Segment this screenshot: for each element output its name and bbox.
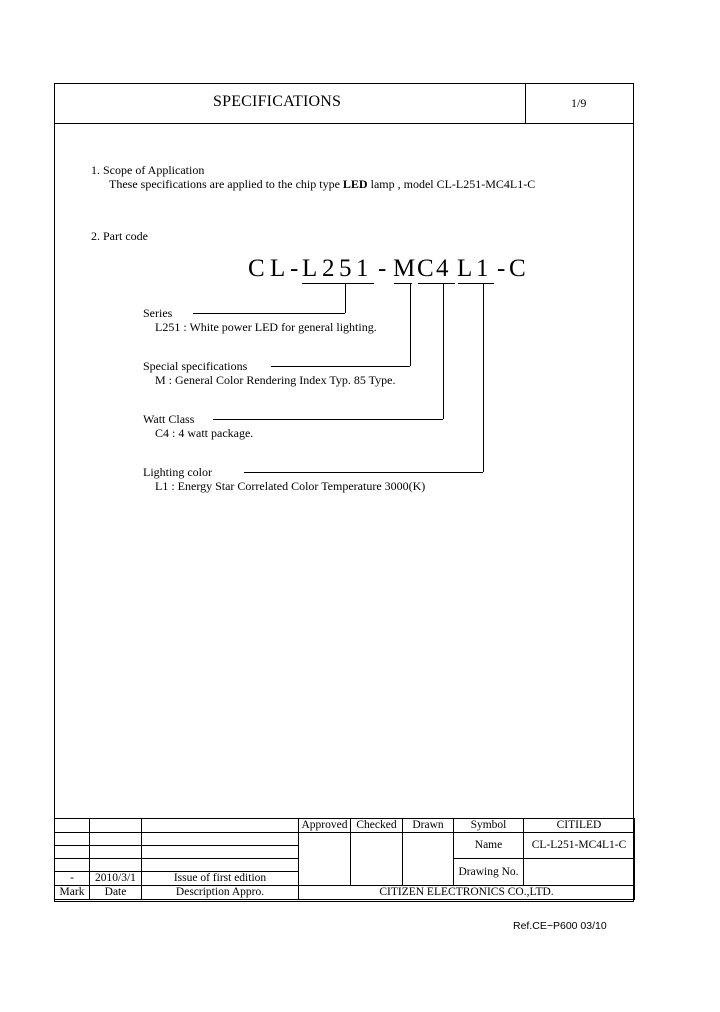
- col-date: Date: [90, 886, 142, 900]
- scope-heading: 1. Scope of Application: [91, 163, 205, 177]
- drawing-no-value: [524, 859, 635, 886]
- drawn-sign-box: [403, 833, 454, 886]
- rev-mark: -: [55, 872, 90, 886]
- series-leader-horizontal: [193, 313, 345, 314]
- rev-cell: [90, 833, 142, 846]
- partcode-char: -: [290, 255, 299, 282]
- special-label: Special specifications: [143, 359, 248, 373]
- partcode-char: C: [248, 255, 265, 282]
- checked-header: Checked: [351, 819, 403, 833]
- partcode-char: -: [497, 255, 506, 282]
- scope-text-after: lamp , model CL-L251-MC4L1-C: [367, 177, 536, 191]
- partcode-char: L: [302, 255, 318, 282]
- partcode-char: 1: [476, 255, 489, 282]
- scope-text-before: These specifications are applied to the chip type: [109, 177, 343, 191]
- series-label: Series: [143, 306, 173, 320]
- partcode-char: 1: [356, 255, 369, 282]
- header-vertical-divider: [525, 83, 526, 124]
- partcode-char: L: [457, 255, 473, 282]
- page-title: SPECIFICATIONS: [213, 93, 342, 110]
- series-desc: L251 : White power LED for general lighting.: [155, 320, 377, 334]
- partcode-heading: 2. Part code: [91, 229, 148, 243]
- scope-text: [109, 177, 535, 192]
- partcode-char: -: [378, 255, 387, 282]
- watt-leader-vertical: [443, 283, 444, 419]
- rev-cell: [142, 819, 299, 833]
- approved-header: Approved: [299, 819, 351, 833]
- watt-underline: [418, 283, 455, 284]
- partcode-char: 4: [436, 255, 449, 282]
- page-number: 1/9: [571, 96, 587, 110]
- col-mark: Mark: [55, 886, 90, 900]
- color-label: Lighting color: [143, 465, 212, 479]
- approved-sign-box: [299, 833, 351, 886]
- rev-date: 2010/3/1: [90, 872, 142, 886]
- watt-label: Watt Class: [143, 412, 195, 426]
- rev-cell: [55, 819, 90, 833]
- partcode-char: C: [417, 255, 434, 282]
- special-leader-horizontal: [271, 366, 410, 367]
- scope-text-bold: LED: [342, 177, 368, 191]
- color-underline: [458, 283, 494, 284]
- color-leader-vertical: [483, 283, 484, 472]
- rev-cell: [142, 846, 299, 859]
- symbol-value: CITILED: [524, 819, 635, 833]
- drawn-header: Drawn: [403, 819, 454, 833]
- name-value: CL-L251-MC4L1-C: [524, 833, 635, 859]
- watt-leader-horizontal: [213, 419, 443, 420]
- series-underline: [302, 283, 374, 284]
- rev-cell: [90, 846, 142, 859]
- color-leader-horizontal: [244, 472, 483, 473]
- partcode-char: 5: [339, 255, 352, 282]
- header-divider: [54, 123, 634, 124]
- rev-cell: [55, 833, 90, 846]
- ref-code: Ref.CE−P600 03/10: [513, 920, 607, 932]
- rev-cell: [90, 859, 142, 872]
- rev-cell: [55, 859, 90, 872]
- title-block: [54, 818, 635, 900]
- col-desc: Description Appro.: [142, 886, 299, 900]
- rev-cell: [142, 833, 299, 846]
- partcode-char: 2: [322, 255, 335, 282]
- watt-desc: C4 : 4 watt package.: [155, 426, 254, 440]
- rev-cell: [90, 819, 142, 833]
- partcode-char: C: [509, 255, 526, 282]
- partcode-char: L: [270, 255, 286, 282]
- rev-cell: [55, 846, 90, 859]
- partcode-char: M: [393, 255, 416, 282]
- company-name: CITIZEN ELECTRONICS CO.,LTD.: [299, 886, 635, 900]
- drawing-no-label: Drawing No.: [454, 859, 524, 886]
- symbol-label: Symbol: [454, 819, 524, 833]
- rev-cell: [142, 859, 299, 872]
- series-leader-vertical: [345, 283, 346, 313]
- special-leader-vertical: [410, 283, 411, 366]
- special-desc: M : General Color Rendering Index Typ. 85 Type.: [155, 373, 396, 387]
- checked-sign-box: [351, 833, 403, 886]
- rev-desc: Issue of first edition: [142, 872, 299, 886]
- name-label: Name: [454, 833, 524, 859]
- color-desc: L1 : Energy Star Correlated Color Temperature 3000(K): [155, 479, 426, 493]
